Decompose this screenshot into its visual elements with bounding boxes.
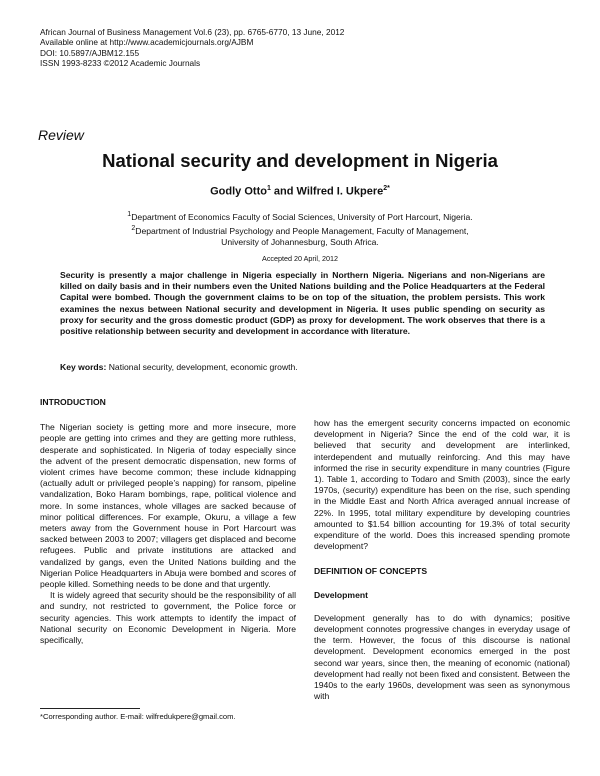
right-column <box>314 418 570 702</box>
journal-issn: ISSN 1993-8233 ©2012 Academic Journals <box>40 58 201 69</box>
author-affil-marker: 1 <box>266 185 271 192</box>
accepted-date: Accepted 20 April, 2012 <box>262 254 338 263</box>
affil-marker: 2 <box>131 224 136 232</box>
subsection-heading-development: Development <box>314 589 368 600</box>
left-column <box>40 397 296 646</box>
journal-header <box>40 27 344 69</box>
paper-title: National security and development in Nigeria <box>102 150 498 171</box>
author-conjunction: and <box>270 185 297 198</box>
affiliations <box>0 209 600 248</box>
section-heading-introduction: INTRODUCTION <box>40 397 106 407</box>
abstract: Security is presently a major challenge in Nigeria especially in Northern Nigeria. Nigerians and non-Nigerians are killed on daily basis and in their numbers even the United Nations building and the Police Headquarters at the Federal Capital were bombed. Though the government claims to be on top of the situation, the problem persists. This work examines the nexus between National security and development in Nigeria. It uses public spending on security as proxy for security and the gross domestic product (GDP) as proxy for development. The work observes that there is a positive relationship between security and development in accordance with literature. <box>60 270 545 337</box>
affiliation-text: Department of Economics Faculty of Social Sciences, University of Port Harcourt, Nigeria. <box>131 211 473 222</box>
corresponding-author-footnote: *Corresponding author. E-mail: wilfredukpere@gmail.com. <box>40 712 236 721</box>
journal-citation: African Journal of Business Management Vol.6 (23), pp. 6765-6770, 13 June, 2012 <box>40 27 345 37</box>
keywords <box>60 362 298 372</box>
author-affil-marker: 2* <box>383 185 390 192</box>
footnote-divider <box>40 708 140 709</box>
author-name: Godly Otto <box>210 185 267 198</box>
section-heading-definitions: DEFINITION OF CONCEPTS <box>314 566 428 577</box>
journal-doi: DOI: 10.5897/AJBM12.155 <box>40 47 140 58</box>
keywords-list: National security, development, economic growth. <box>106 362 298 372</box>
affiliation-2-cont: University of Johannesburg, South Africa. <box>221 236 379 247</box>
paragraph: Development generally has to do with dynamics; positive development connotes progressive changes in everyday usage of the term. However, the focus of this discourse is national development. Development economics emerged in the post second war years, since then, the meaning of economic (national) development had really not been fixed and consistent. Between the 1940s to the early 1960s, development was seen as synonymous with <box>314 612 570 702</box>
keywords-label: Key words: <box>60 362 107 372</box>
paragraph: The Nigerian society is getting more and more insecure, more people are getting into crimes and they are getting more ruthless, desperate and sophisticated. In Nigeria of today especially since the advent of the present democratic dispensation, new forms of violent crimes have become common; these include kidnapping (actually adult or privileged people’s napping) for ransom, pipeline vandalization, Boko Haram bombings, rape, political violence and more. In some instances, whole villages are sacked because of minor political differences. For example, Okuru, a village a few meters away from the Government house in Port Harcourt was sacked between 2003 to 2007; villagers get displaced and become refugees. Public and private institutions are attacked and vandalized by gangs, even the United Nations building and the Nigerian Police Headquarters in Abuja were bombed and scores of people killed. Something needs to be done and that urgently. <box>40 422 296 590</box>
affiliation-1 <box>0 209 600 223</box>
author-line <box>0 185 600 198</box>
journal-url: Available online at http://www.academicjournals.org/AJBM <box>40 37 254 48</box>
author-name: Wilfred I. Ukpere <box>296 185 384 198</box>
affiliation-text: Department of Industrial Psychology and People Management, Faculty of Management, <box>135 225 469 236</box>
article-type: Review <box>38 127 84 143</box>
affil-marker: 1 <box>127 211 132 218</box>
paragraph: It is widely agreed that security should be the responsibility of all and sundry, not restricted to government, the Police force or security agencies. This work attempts to identify the impact of National security on Economic Development in Nigeria. More specifically, <box>40 590 296 646</box>
paragraph: how has the emergent security concerns impacted on economic development in Nigeria? Since the end of the cold war, it is believed that security and development are interlinked, interdependent and mutually reinforcing. And this may have informed the rise in security expenditure in many countries (Figure 1). Table 1, according to Todaro and Smith (2003), since the early 1970s, (security) expenditure has been on the rise, such spending in the Middle East and North Africa averaged annual increase of 22%. In 1995, total military expenditure by developing countries amounted to $1.54 billion accounting for 19.3% of total security expenditure of the world. Does this increased spending promote development? <box>314 418 570 552</box>
affiliation-2 <box>0 223 600 237</box>
